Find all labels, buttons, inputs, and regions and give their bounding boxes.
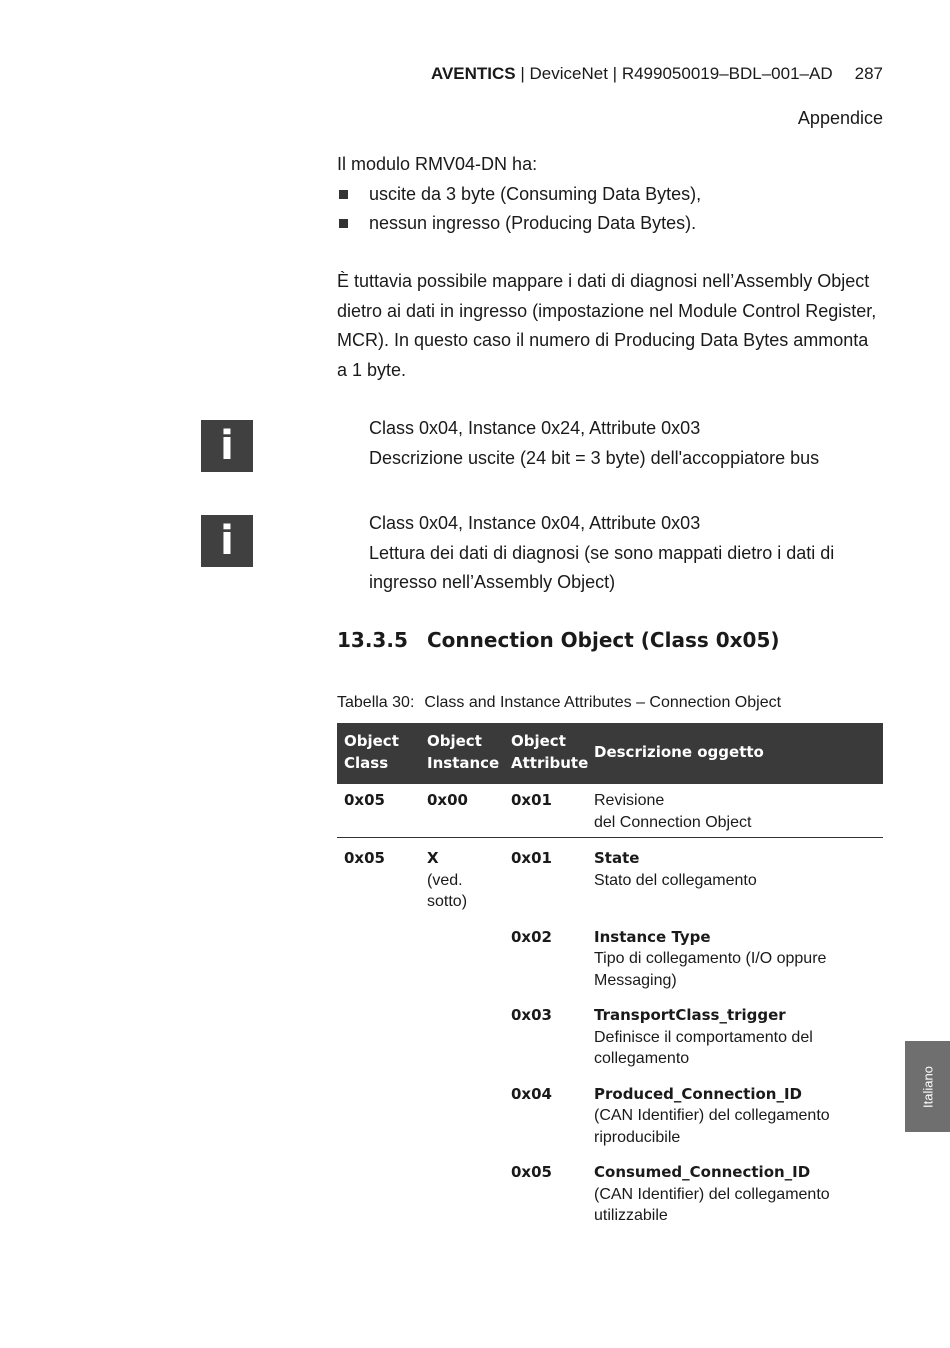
page-header [337,60,883,88]
cell-attribute: 0x04 [511,1084,552,1103]
product-name: DeviceNet [529,64,608,83]
cell-description: Consumed_Connection_ID (CAN Identifier) del collegamento utilizzabile [594,1163,830,1224]
section-heading [337,625,780,655]
section-number: 13.3.5 [337,628,408,652]
cell-description: Produced_Connection_ID (CAN Identifier) del collegamento riproducibile [594,1084,830,1146]
section-label: Appendice [797,108,883,128]
cell-description: Instance Type Tipo di collegamento (I/O oppure Messaging) [594,927,827,989]
header-separator: | [607,64,622,83]
cell-instance: X (ved. sotto) [427,849,468,910]
info-note-line: Lettura dei dati di diagnosi (se sono mappati dietro i dati di ingresso nell’Assembly Object) [369,542,835,592]
cell-attribute: 0x03 [511,1006,552,1024]
cell-class: 0x05 [344,849,385,867]
brand-name: AVENTICS [430,64,516,83]
header-object-instance: Object Instance [420,723,504,784]
table-row [337,917,883,996]
header-separator: | [515,64,530,83]
table-row [337,995,883,1074]
table-row [337,838,883,917]
intro-lead: Il modulo RMV04-DN ha: [337,154,538,174]
language-tab [905,1041,950,1132]
cell-instance: 0x00 [420,784,504,838]
table-header-row [337,723,883,784]
cell-attribute: 0x02 [511,927,552,946]
table-row [337,1074,883,1153]
header-description: Descrizione oggetto [587,723,883,784]
bullet-item: nessun ingresso (Producing Data Bytes). [337,209,883,239]
header-object-attribute: Object Attribute [504,723,587,784]
table-caption [337,691,781,715]
info-note-line: Class 0x04, Instance 0x24, Attribute 0x03 [369,418,701,438]
table-row [337,784,883,838]
cell-attribute: 0x01 [504,784,587,838]
table-caption-label: Tabella 30: [337,694,415,711]
info-icon: i [201,420,253,472]
header-object-class: Object Class [337,723,420,784]
intro-block [337,150,883,239]
cell-attribute: 0x01 [511,849,552,867]
language-tab-label: Italiano [920,1065,935,1108]
cell-class: 0x05 [337,784,420,838]
cell-description: State Stato del collegamento [594,849,757,889]
info-icon: i [201,515,253,567]
page-number: 287 [854,64,883,83]
info-note-line: Class 0x04, Instance 0x04, Attribute 0x03 [369,513,701,533]
info-note-text [369,509,883,598]
bullet-item: uscite da 3 byte (Consuming Data Bytes), [337,180,883,210]
body-paragraph: È tuttavia possibile mappare i dati di diagnosi nell’Assembly Object dietro ai dati in ingresso (impostazione nel Module Control Register, MCR). In questo caso il numero di Producing Data Bytes ammonta a 1 byte. [337,271,877,380]
bullet-list [337,180,883,239]
section-title: Connection Object (Class 0x05) [427,628,780,652]
cell-description: Revisione del Connection Object [587,784,883,838]
cell-attribute: 0x05 [511,1163,552,1181]
cell-description: TransportClass_trigger Definisce il comportamento del collegamento [594,1006,813,1067]
info-note-line: Descrizione uscite (24 bit = 3 byte) dell'accoppiatore bus [369,447,820,468]
attributes-table [337,723,883,1231]
document-number: R499050019–BDL–001–AD [621,64,833,83]
table-caption-text: Class and Instance Attributes – Connection Object [424,694,782,711]
table-row [337,1152,883,1231]
info-note-text [369,414,883,473]
